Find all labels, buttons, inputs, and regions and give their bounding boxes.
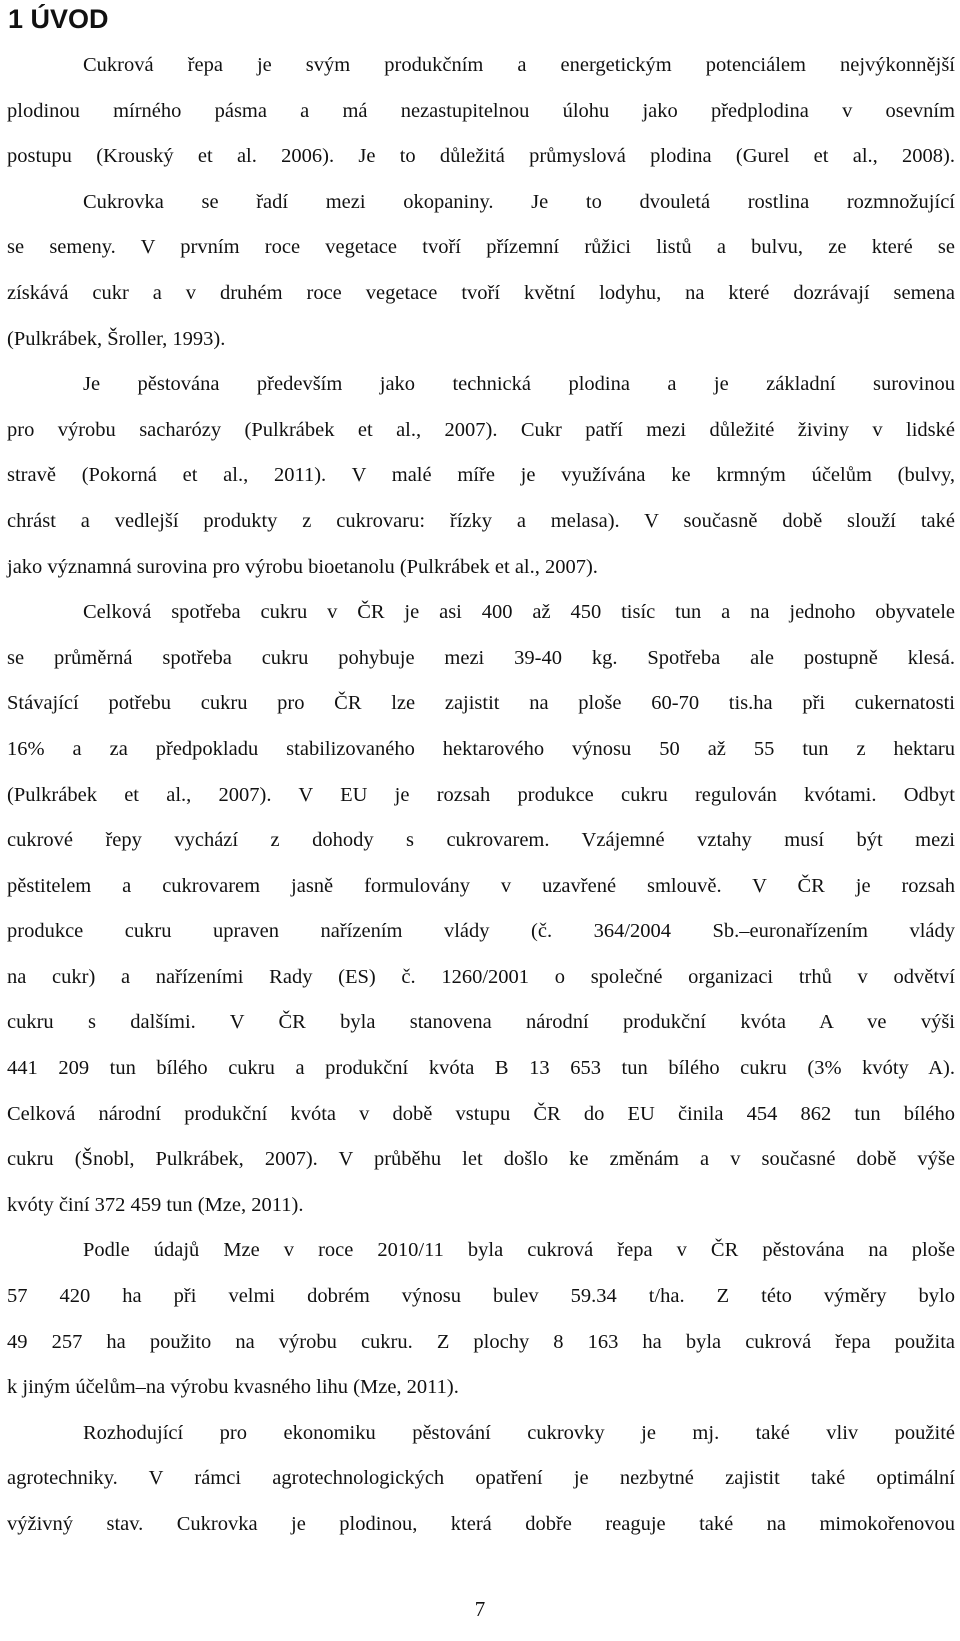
text-line: cukrové řepy vychází z dohody s cukrovarem. Vzájemné vztahy musí být mezi xyxy=(7,829,955,852)
text-line: pěstitelem a cukrovarem jasně formulovány v uzavřené smlouvě. V ČR je rozsah xyxy=(7,874,955,897)
paragraph-1 xyxy=(7,43,955,362)
text-line: Je pěstována především jako technická plodina a je základní surovinou xyxy=(83,373,955,396)
text-line: 441 209 tun bílého cukru a produkční kvóta B 13 653 tun bílého cukru (3% kvóty A). xyxy=(7,1057,955,1080)
section-heading: 1 ÚVOD xyxy=(8,4,109,34)
text-line: agrotechniky. V rámci agrotechnologických opatření je nezbytné zajistit také optimální xyxy=(7,1467,955,1490)
paragraph-4 xyxy=(7,1228,955,1410)
text-line: 49 257 ha použito na výrobu cukru. Z plochy 8 163 ha byla cukrová řepa použita xyxy=(7,1330,955,1353)
text-line: Cukrová řepa je svým produkčním a energetickým potenciálem nejvýkonnější xyxy=(83,54,955,76)
body-text xyxy=(7,43,955,1548)
text-line: se průměrná spotřeba cukru pohybuje mezi 39-40 kg. Spotřeba ale postupně klesá. xyxy=(7,646,955,669)
text-line: 16% a za předpokladu stabilizovaného hektarového výnosu 50 až 55 tun z hektaru xyxy=(7,737,955,760)
text-line: získává cukr a v druhém roce vegetace tvoří květní lodyhu, na které dozrávají semena xyxy=(7,281,955,304)
text-line: (Pulkrábek, Šroller, 1993). xyxy=(7,327,226,350)
text-line: na cukr) a nařízeními Rady (ES) č. 1260/2001 o společné organizaci trhů v odvětví xyxy=(7,965,955,988)
text-line: k jiným účelům–na výrobu kvasného lihu (Mze, 2011). xyxy=(7,1376,459,1399)
text-line: plodinou mírného pásma a má nezastupitelnou úlohu jako předplodina v osevním xyxy=(7,99,955,122)
text-line: Cukrovka se řadí mezi okopaniny. Je to dvouletá rostlina rozmnožující xyxy=(83,190,955,213)
text-line: 57 420 ha při velmi dobrém výnosu bulev 59.34 t/ha. Z této výměry bylo xyxy=(7,1285,955,1308)
paragraph-3 xyxy=(7,590,955,1228)
text-line: kvóty činí 372 459 tun (Mze, 2011). xyxy=(7,1193,304,1216)
text-line: jako významná surovina pro výrobu bioetanolu (Pulkrábek et al., 2007). xyxy=(7,555,598,578)
paragraph-2 xyxy=(7,362,955,590)
text-line: (Pulkrábek et al., 2007). V EU je rozsah produkce cukru regulován kvótami. Odbyt xyxy=(7,783,955,806)
text-line: se semeny. V prvním roce vegetace tvoří přízemní růžici listů a bulvu, ze které se xyxy=(7,236,955,259)
paragraph-5 xyxy=(7,1411,955,1548)
text-line: Celková spotřeba cukru v ČR je asi 400 až 450 tisíc tun a na jednoho obyvatele xyxy=(83,601,955,624)
text-line: chrást a vedlejší produkty z cukrovaru: řízky a melasa). V současně době slouží také xyxy=(7,509,955,532)
text-line: cukru s dalšími. V ČR byla stanovena národní produkční kvóta A ve výši xyxy=(7,1011,955,1034)
text-line: postupu (Krouský et al. 2006). Je to důležitá průmyslová plodina (Gurel et al., 2008). xyxy=(7,145,955,168)
text-line: Celková národní produkční kvóta v době vstupu ČR do EU činila 454 862 tun bílého xyxy=(7,1102,955,1125)
text-line: Stávající potřebu cukru pro ČR lze zajistit na ploše 60-70 tis.ha při cukernatosti xyxy=(7,692,955,715)
page-number: 7 xyxy=(474,1597,486,1621)
text-line: výživný stav. Cukrovka je plodinou, která dobře reaguje také na mimokořenovou xyxy=(7,1513,955,1535)
text-line: pro výrobu sacharózy (Pulkrábek et al., 2007). Cukr patří mezi důležité živiny v lidské xyxy=(7,418,955,441)
text-line: produkce cukru upraven nařízením vlády (č. 364/2004 Sb.–euronařízením vlády xyxy=(7,920,955,943)
text-line: cukru (Šnobl, Pulkrábek, 2007). V průběhu let došlo ke změnám a v současné době výše xyxy=(7,1148,955,1171)
text-line: Rozhodující pro ekonomiku pěstování cukrovky je mj. také vliv použité xyxy=(83,1421,955,1444)
text-line: stravě (Pokorná et al., 2011). V malé míře je využívána ke krmným účelům (bulvy, xyxy=(7,464,955,487)
text-line: Podle údajů Mze v roce 2010/11 byla cukrová řepa v ČR pěstována na ploše xyxy=(83,1239,955,1262)
